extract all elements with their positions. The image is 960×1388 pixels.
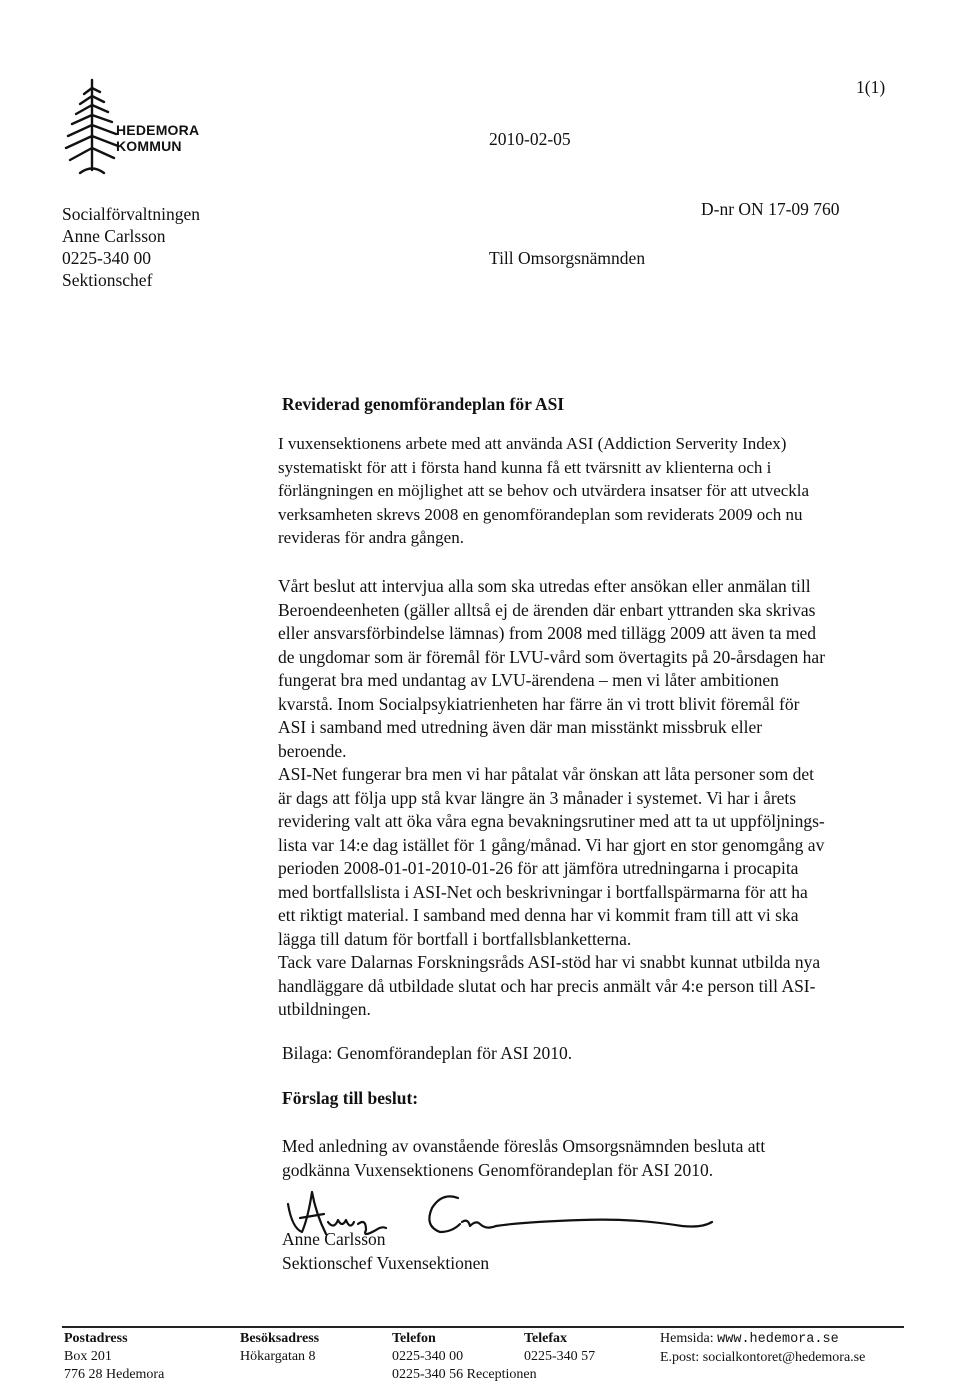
- sender-department: Socialförvaltningen: [62, 204, 201, 224]
- email-link[interactable]: socialkontoret@hedemora.se: [702, 1350, 866, 1365]
- attachment-note: Bilaga: Genomförandeplan för ASI 2010.: [282, 1043, 573, 1063]
- text-line: handläggare då utbildade slutat och har precis anmält vår 4:e person till ASI-: [278, 975, 816, 996]
- footer-web: [660, 1330, 865, 1367]
- proposal-heading: Förslag till beslut:: [282, 1088, 419, 1108]
- text-line: revidering valt att öka våra egna bevakningsrutiner med att ta ut uppföljnings-: [278, 811, 825, 831]
- visit-line: Hökargatan 8: [240, 1349, 316, 1364]
- text-line: förlängningen en möjlighet att se behov och utvärdera insatser för att utveckla: [278, 481, 810, 500]
- phone-heading: Telefon: [392, 1331, 436, 1346]
- text-line: ASI i samband med utredning även där man misstänkt missbruk eller: [278, 717, 763, 737]
- recipient: Till Omsorgsnämnden: [489, 248, 646, 268]
- text-line: perioden 2008-01-01-2010-01-26 för att jämföra utredningarna i procapita: [278, 858, 799, 878]
- phone-line: 0225-340 00: [392, 1349, 464, 1364]
- text-line: godkänna Vuxensektionens Genomförandeplan för ASI 2010.: [282, 1159, 714, 1180]
- text-line: verksamheten skrevs 2008 en genomförandeplan som reviderats 2009 och nu: [278, 504, 803, 524]
- document-title: Reviderad genomförandeplan för ASI: [282, 394, 565, 414]
- text-line: revideras för andra gången.: [278, 528, 464, 547]
- postal-heading: Postadress: [64, 1331, 128, 1346]
- web-label: Hemsida:: [660, 1331, 714, 1346]
- text-line: beroende.: [278, 740, 347, 761]
- text-line: är dags att följa upp stå kvar längre än 3 månader i systemet. Vi har i årets: [278, 787, 797, 808]
- org-name-line1: HEDEMORA: [116, 122, 200, 138]
- fax-heading: Telefax: [524, 1331, 568, 1346]
- spruce-tree-icon: [62, 78, 122, 178]
- sender-block: [62, 203, 200, 291]
- signatory: [282, 1228, 489, 1275]
- phone-line: 0225-340 56 Receptionen: [392, 1367, 537, 1382]
- text-line: de ungdomar som är föremål för LVU-vård som övertagits på 20-årsdagen har: [278, 646, 826, 667]
- text-line: I vuxensektionens arbete med att använda ASI (Addiction Serverity Index): [278, 434, 787, 453]
- text-line: Med anledning av ovanstående föreslås Omsorgsnämnden besluta att: [282, 1136, 766, 1156]
- text-line: utbildningen.: [278, 999, 371, 1019]
- text-line: Beroendeenheten (gäller alltså ej de ärenden där enbart yttranden ska skrivas: [278, 599, 816, 620]
- email-label: E.post:: [660, 1350, 700, 1365]
- text-line: eller ansvarsförbindelse lämnas) from 2008 med tillägg 2009 att även ta med: [278, 623, 816, 643]
- fax-line: 0225-340 57: [524, 1349, 596, 1364]
- sender-name: Anne Carlsson: [62, 226, 166, 246]
- text-line: ASI-Net fungerar bra men vi har påtalat vår önskan att låta personer som det: [278, 764, 814, 784]
- org-name-line2: KOMMUN: [116, 138, 182, 154]
- visit-heading: Besöksadress: [240, 1331, 320, 1346]
- municipality-logo: [62, 78, 212, 178]
- text-line: med bortfallslista i ASI-Net och beskrivningar i bortfallspärmarna för att ha: [278, 881, 808, 902]
- text-line: kvarstå. Inom Socialpsykiatrienheten har färre än vi trott blivit föremål för: [278, 693, 800, 714]
- paragraph-intro: [278, 432, 938, 550]
- footer-postal: [64, 1330, 164, 1384]
- footer-divider: [62, 1326, 904, 1328]
- text-line: lägga till datum för bortfall i bortfallsblanketterna.: [278, 928, 632, 949]
- text-line: lista var 14:e dag istället för 1 gång/månad. Vi har gjort en stor genomgång av: [278, 834, 825, 855]
- proposal-text: [282, 1135, 922, 1182]
- website-link[interactable]: www.hedemora.se: [717, 1332, 839, 1347]
- postal-line: Box 201: [64, 1349, 112, 1364]
- postal-line: 776 28 Hedemora: [64, 1367, 165, 1382]
- document-date: 2010-02-05: [489, 129, 571, 149]
- footer-fax: [524, 1330, 595, 1366]
- paragraph-main: [278, 575, 938, 1022]
- page-number: 1(1): [856, 77, 886, 97]
- text-line: Vårt beslut att intervjua alla som ska utredas efter ansökan eller anmälan till: [278, 576, 811, 596]
- text-line: ett riktigt material. I samband med denna har vi kommit fram till att vi ska: [278, 905, 799, 925]
- signatory-name: Anne Carlsson: [282, 1229, 386, 1249]
- text-line: fungerat bra med undantag av LVU-ärendena – men vi låter ambitionen: [278, 670, 779, 690]
- footer-visit: [240, 1330, 319, 1366]
- text-line: Tack vare Dalarnas Forskningsråds ASI-stöd har vi snabbt kunnat utbilda nya: [278, 952, 821, 972]
- signatory-title: Sektionschef Vuxensektionen: [282, 1252, 490, 1273]
- reference-number: D-nr ON 17-09 760: [701, 199, 840, 219]
- sender-phone: 0225-340 00: [62, 248, 151, 268]
- text-line: systematiskt för att i första hand kunna få ett tvärsnitt av klienterna och i: [278, 457, 772, 477]
- footer-phone: [392, 1330, 537, 1384]
- sender-title: Sektionschef: [62, 270, 153, 290]
